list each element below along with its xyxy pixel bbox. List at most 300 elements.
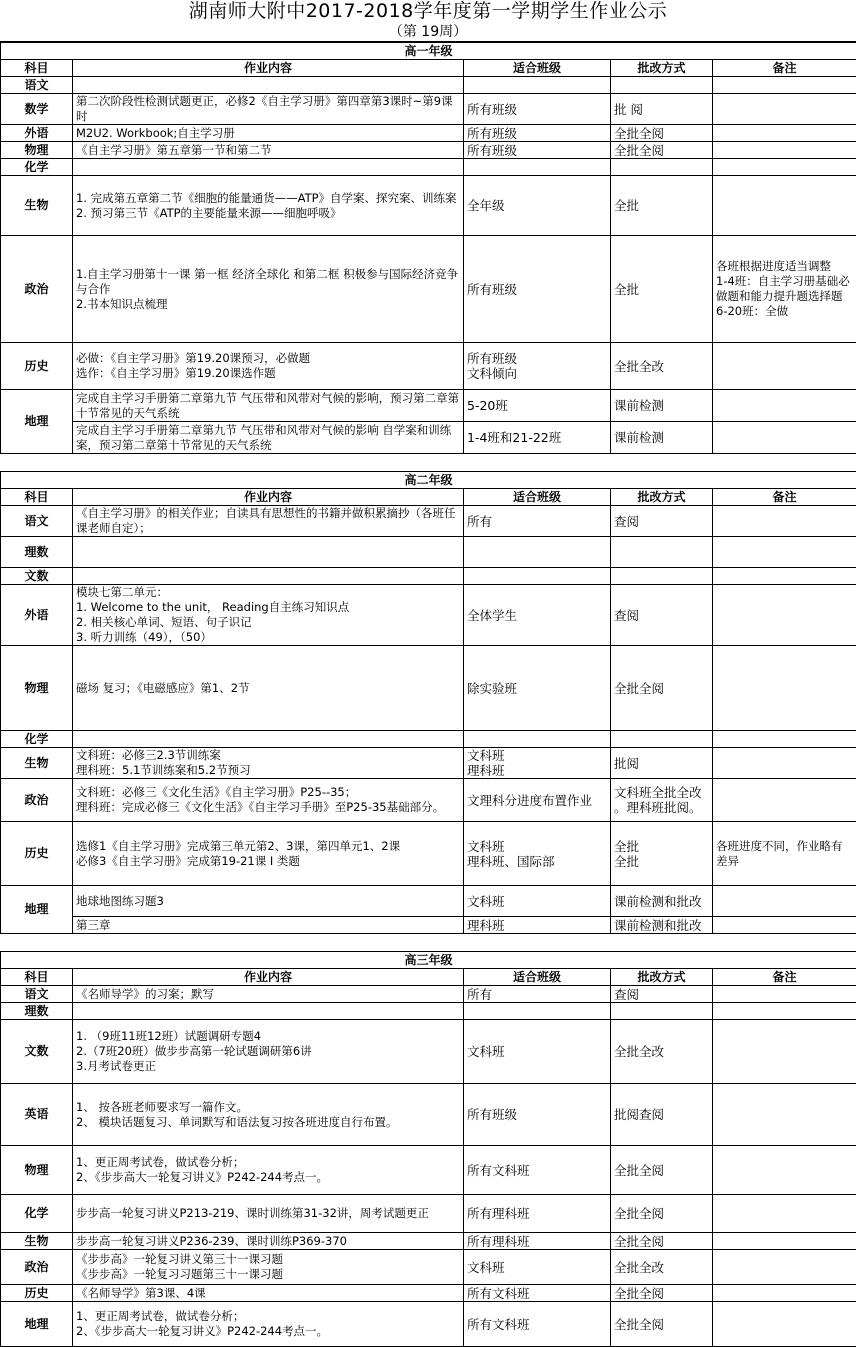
note-cell xyxy=(713,731,856,748)
table-row xyxy=(1,568,856,585)
table-row xyxy=(1,1003,856,1020)
column-header-row xyxy=(1,969,856,986)
note-cell xyxy=(713,94,856,125)
check-cell-line: 课前检测和批改 xyxy=(614,918,709,933)
table-row xyxy=(1,159,856,176)
note-cell xyxy=(713,422,856,454)
check-cell xyxy=(611,568,713,585)
class-cell xyxy=(464,1084,611,1146)
content-cell xyxy=(73,1020,464,1084)
content-cell xyxy=(73,94,464,125)
class-cell-line: 所有班级 xyxy=(467,143,607,158)
spacer-cell xyxy=(73,454,464,472)
table-row xyxy=(1,1084,856,1146)
check-cell-line: 全批全阅 xyxy=(614,1206,709,1221)
class-cell-line: 理科班、国际部 xyxy=(467,854,607,869)
class-cell-line: 文科班 xyxy=(467,839,607,854)
content-cell xyxy=(73,142,464,159)
note-cell xyxy=(713,568,856,585)
check-cell xyxy=(611,506,713,537)
content-cell xyxy=(73,1250,464,1285)
spacer-cell xyxy=(464,934,611,952)
check-cell xyxy=(611,779,713,822)
check-cell-line: 全批全阅 xyxy=(614,1163,709,1178)
content-cell xyxy=(73,343,464,390)
check-cell xyxy=(611,125,713,142)
note-cell xyxy=(713,159,856,176)
check-cell xyxy=(611,1020,713,1084)
table-row xyxy=(1,390,856,422)
content-cell-line: 理科班：5.1节训练案和5.2节预习 xyxy=(76,763,460,778)
check-cell-line: 全批 xyxy=(614,854,709,869)
table-row xyxy=(1,77,856,94)
column-header-check: 批改方式 xyxy=(611,489,713,506)
class-cell-line: 所有 xyxy=(467,514,607,529)
spacer-cell xyxy=(1,454,73,472)
subject-cell: 数学 xyxy=(1,94,73,125)
subject-cell: 生物 xyxy=(1,1233,73,1250)
check-cell xyxy=(611,159,713,176)
column-header-class: 适合班级 xyxy=(464,969,611,986)
class-cell-line: 除实验班 xyxy=(467,681,607,696)
column-header-check: 批改方式 xyxy=(611,60,713,77)
content-cell-line: 步步高一轮复习讲义P236-239、课时训练P369-370 xyxy=(76,1234,460,1249)
check-cell xyxy=(611,422,713,454)
class-cell xyxy=(464,568,611,585)
table-row xyxy=(1,986,856,1003)
check-cell-line: 批阅 xyxy=(614,756,709,771)
class-cell xyxy=(464,1302,611,1347)
subject-cell: 英语 xyxy=(1,1084,73,1146)
content-cell-line: 2. 相关核心单词、短语、句子识记 xyxy=(76,615,460,630)
note-cell xyxy=(713,236,856,343)
note-cell xyxy=(713,506,856,537)
note-cell xyxy=(713,390,856,422)
note-cell xyxy=(713,1146,856,1195)
content-cell-line: 地球地图练习题3 xyxy=(76,894,460,909)
class-cell-line: 所有文科班 xyxy=(467,1163,607,1178)
note-cell-line: 各班根据进度适当调整 xyxy=(716,259,853,274)
note-cell xyxy=(713,917,856,934)
column-header-row xyxy=(1,489,856,506)
class-cell-line: 所有班级 xyxy=(467,282,607,297)
subject-cell: 化学 xyxy=(1,1195,73,1233)
content-cell xyxy=(73,1233,464,1250)
class-cell xyxy=(464,422,611,454)
class-cell-line: 所有文科班 xyxy=(467,1286,607,1301)
class-cell-line: 所有理科班 xyxy=(467,1206,607,1221)
class-cell-line: 文科倾向 xyxy=(467,366,607,381)
table-row xyxy=(1,1302,856,1347)
content-cell-line: 《名师导学》的习案；默写 xyxy=(76,987,460,1002)
check-cell-line: 全批全阅 xyxy=(614,143,709,158)
content-cell xyxy=(73,506,464,537)
class-cell-line: 文科班 xyxy=(467,894,607,909)
subject-cell: 生物 xyxy=(1,176,73,236)
table-row xyxy=(1,1146,856,1195)
class-cell-line: 所有 xyxy=(467,987,607,1002)
grade-title: 高三年级 xyxy=(1,952,856,969)
note-cell xyxy=(713,646,856,731)
content-cell xyxy=(73,390,464,422)
content-cell xyxy=(73,537,464,568)
grade-row xyxy=(1,472,856,489)
content-cell-line: 《步步高》一轮复习习题第三十一课习题 xyxy=(76,1267,460,1282)
table-row xyxy=(1,779,856,822)
table-row xyxy=(1,917,856,934)
class-cell xyxy=(464,176,611,236)
column-header-content: 作业内容 xyxy=(73,969,464,986)
content-cell-line: 第二次阶段性检测试题更正，必修2《自主学习册》第四章第3课时~第9课时 xyxy=(76,94,460,124)
check-cell-line: 课前检测 xyxy=(614,398,709,413)
table-row xyxy=(1,142,856,159)
class-cell xyxy=(464,1020,611,1084)
spacer-cell xyxy=(713,934,856,952)
content-cell xyxy=(73,822,464,886)
check-cell-line: 批 阅 xyxy=(614,102,709,117)
table-row xyxy=(1,1285,856,1302)
check-cell xyxy=(611,236,713,343)
note-cell xyxy=(713,1084,856,1146)
check-cell xyxy=(611,343,713,390)
content-cell xyxy=(73,748,464,779)
subject-cell: 地理 xyxy=(1,886,73,934)
content-cell-line: 《自主学习册》的相关作业；自读具有思想性的书籍并做积累摘抄（各班任课老师自定）； xyxy=(76,506,460,536)
class-cell xyxy=(464,390,611,422)
check-cell xyxy=(611,1146,713,1195)
subject-cell: 外语 xyxy=(1,125,73,142)
subject-cell: 理数 xyxy=(1,1003,73,1020)
content-cell-line: 3. 听力训练（49），（50） xyxy=(76,630,460,645)
subject-cell: 理数 xyxy=(1,537,73,568)
spacer-cell xyxy=(611,454,713,472)
content-cell xyxy=(73,159,464,176)
content-cell xyxy=(73,731,464,748)
class-cell-line: 所有班级 xyxy=(467,126,607,141)
table-row xyxy=(1,646,856,731)
spacer-cell xyxy=(464,454,611,472)
check-cell-line: 查阅 xyxy=(614,987,709,1002)
note-cell xyxy=(713,779,856,822)
check-cell-line: 全批 xyxy=(614,198,709,213)
note-cell-line: 1-4班：自主学习册基础必做题和能力提升题选择题 xyxy=(716,274,853,304)
check-cell-line: 全批全改 xyxy=(614,359,709,374)
check-cell-line: 查阅 xyxy=(614,514,709,529)
content-cell xyxy=(73,779,464,822)
class-cell xyxy=(464,1195,611,1233)
check-cell xyxy=(611,1302,713,1347)
content-cell-line: 模块七第二单元： xyxy=(76,585,460,600)
class-cell-line: 理科班 xyxy=(467,918,607,933)
table-row xyxy=(1,731,856,748)
grade-row xyxy=(1,952,856,969)
grade-title: 高二年级 xyxy=(1,472,856,489)
class-cell-line: 所有理科班 xyxy=(467,1234,607,1249)
check-cell-line: 批阅查阅 xyxy=(614,1107,709,1122)
check-cell xyxy=(611,1084,713,1146)
content-cell xyxy=(73,1084,464,1146)
content-cell-line: 2.（7班20班）做步步高第一轮试题调研第6讲 xyxy=(76,1044,460,1059)
class-cell xyxy=(464,236,611,343)
content-cell xyxy=(73,646,464,731)
content-cell xyxy=(73,125,464,142)
column-header-note: 备注 xyxy=(713,489,856,506)
spacer-cell xyxy=(611,934,713,952)
class-cell xyxy=(464,748,611,779)
check-cell xyxy=(611,390,713,422)
page-title: 湖南师大附中2017-2018学年度第一学期学生作业公示 xyxy=(0,0,856,23)
check-cell xyxy=(611,1003,713,1020)
check-cell-line: 全批全改 xyxy=(614,1260,709,1275)
check-cell xyxy=(611,537,713,568)
note-cell xyxy=(713,822,856,886)
content-cell-line: 磁场 复习；《电磁感应》第1、2节 xyxy=(76,681,460,696)
table-row xyxy=(1,1233,856,1250)
check-cell xyxy=(611,886,713,917)
class-cell xyxy=(464,142,611,159)
class-cell xyxy=(464,1285,611,1302)
content-cell-line: 必做：《自主学习册》第19.20课预习，必做题 xyxy=(76,351,460,366)
note-cell xyxy=(713,1285,856,1302)
subject-cell: 历史 xyxy=(1,343,73,390)
note-cell xyxy=(713,77,856,94)
class-cell-line: 文科班 xyxy=(467,1260,607,1275)
check-cell xyxy=(611,1233,713,1250)
check-cell-line: 课前检测 xyxy=(614,430,709,445)
check-cell-line: 全批 xyxy=(614,282,709,297)
content-cell-line: 1. Welcome to the unit， Reading自主练习知识点 xyxy=(76,600,460,615)
check-cell xyxy=(611,77,713,94)
column-header-subject: 科目 xyxy=(1,60,73,77)
subject-cell: 语文 xyxy=(1,77,73,94)
content-cell-line: M2U2. Workbook;自主学习册 xyxy=(76,126,460,141)
subject-cell: 政治 xyxy=(1,1250,73,1285)
class-cell-line: 全年级 xyxy=(467,198,607,213)
table-row xyxy=(1,236,856,343)
check-cell xyxy=(611,917,713,934)
note-cell xyxy=(713,537,856,568)
check-cell-line: 全批全阅 xyxy=(614,1286,709,1301)
class-cell xyxy=(464,585,611,646)
class-cell xyxy=(464,822,611,886)
class-cell xyxy=(464,77,611,94)
check-cell-line: 文科班全批全改 xyxy=(614,785,709,800)
subject-cell: 物理 xyxy=(1,646,73,731)
check-cell-line: 查阅 xyxy=(614,608,709,623)
note-cell xyxy=(713,1250,856,1285)
subject-cell: 政治 xyxy=(1,236,73,343)
content-cell xyxy=(73,986,464,1003)
check-cell xyxy=(611,94,713,125)
content-cell xyxy=(73,568,464,585)
spacer-row xyxy=(1,934,856,952)
content-cell-line: 1、更正周考试卷，做试卷分析； xyxy=(76,1309,460,1324)
class-cell xyxy=(464,1003,611,1020)
class-cell-line: 全体学生 xyxy=(467,608,607,623)
table-row xyxy=(1,1250,856,1285)
class-cell xyxy=(464,343,611,390)
check-cell-line: 课前检测和批改 xyxy=(614,894,709,909)
check-cell xyxy=(611,585,713,646)
subject-cell: 文数 xyxy=(1,1020,73,1084)
content-cell xyxy=(73,886,464,917)
subject-cell: 物理 xyxy=(1,1146,73,1195)
content-cell-line: 3.月考试卷更正 xyxy=(76,1059,460,1074)
content-cell-line: 必修3《自主学习册》完成第19-21课 I 类题 xyxy=(76,854,460,869)
column-header-row xyxy=(1,60,856,77)
content-cell-line: 1.自主学习册第十一课 第一框 经济全球化 和第二框 积极参与国际经济竞争与合作 xyxy=(76,267,460,297)
note-cell-line: 各班进度不同，作业略有差异 xyxy=(716,839,853,869)
note-cell xyxy=(713,1233,856,1250)
note-cell xyxy=(713,176,856,236)
check-cell-line: 全批全改 xyxy=(614,1044,709,1059)
note-cell xyxy=(713,1195,856,1233)
content-cell-line: 2、《步步高大一轮复习讲义》P242-244考点一。 xyxy=(76,1170,460,1185)
class-cell xyxy=(464,1250,611,1285)
check-cell xyxy=(611,176,713,236)
subject-cell: 化学 xyxy=(1,731,73,748)
table-row xyxy=(1,1195,856,1233)
content-cell xyxy=(73,1003,464,1020)
subject-cell: 历史 xyxy=(1,822,73,886)
column-header-subject: 科目 xyxy=(1,489,73,506)
note-cell-line: 6-20班：全做 xyxy=(716,304,853,319)
check-cell xyxy=(611,646,713,731)
check-cell-line: 全批全阅 xyxy=(614,126,709,141)
class-cell-line: 文理科分进度布置作业 xyxy=(467,793,607,808)
check-cell-line: 全批全阅 xyxy=(614,1317,709,1332)
content-cell xyxy=(73,77,464,94)
content-cell-line: 《自主学习册》第五章第一节和第二节 xyxy=(76,143,460,158)
subject-cell: 生物 xyxy=(1,748,73,779)
class-cell-line: 所有班级 xyxy=(467,1107,607,1122)
content-cell-line: 《步步高》一轮复习讲义第三十一课习题 xyxy=(76,1252,460,1267)
class-cell-line: 理科班 xyxy=(467,763,607,778)
note-cell xyxy=(713,1020,856,1084)
class-cell xyxy=(464,159,611,176)
class-cell-line: 所有文科班 xyxy=(467,1317,607,1332)
content-cell-line: 文科班：必修三《文化生活》《自主学习册》P25--35； xyxy=(76,785,460,800)
content-cell-line: 理科班：完成必修三《文化生活》《自主学习手册》至P25-35基础部分。 xyxy=(76,800,460,815)
class-cell xyxy=(464,779,611,822)
spacer-cell xyxy=(1,934,73,952)
content-cell xyxy=(73,1285,464,1302)
note-cell xyxy=(713,1003,856,1020)
content-cell-line: 完成自主学习手册第二章第九节 气压带和风带对气候的影响 自学案和训练案，预习第二章第十节常见的天气系统 xyxy=(76,423,460,453)
check-cell-line: 全批全阅 xyxy=(614,681,709,696)
subject-cell: 物理 xyxy=(1,142,73,159)
table-row xyxy=(1,1020,856,1084)
content-cell xyxy=(73,917,464,934)
grade-row xyxy=(1,43,856,60)
content-cell-line: 1、 按各班老师要求写一篇作文。 xyxy=(76,1100,460,1115)
check-cell xyxy=(611,731,713,748)
class-cell-line: 文科班 xyxy=(467,1044,607,1059)
content-cell xyxy=(73,1195,464,1233)
subject-cell: 地理 xyxy=(1,1302,73,1347)
column-header-class: 适合班级 xyxy=(464,489,611,506)
class-cell xyxy=(464,506,611,537)
subject-cell: 政治 xyxy=(1,779,73,822)
class-cell-line: 所有班级 xyxy=(467,102,607,117)
subject-cell: 化学 xyxy=(1,159,73,176)
content-cell xyxy=(73,176,464,236)
table-row xyxy=(1,886,856,917)
table-row xyxy=(1,343,856,390)
spacer-row xyxy=(1,454,856,472)
content-cell-line: 2、《步步高大一轮复习讲义》P242-244考点一。 xyxy=(76,1324,460,1339)
content-cell-line: 2.书本知识点梳理 xyxy=(76,297,460,312)
class-cell xyxy=(464,1233,611,1250)
column-header-note: 备注 xyxy=(713,969,856,986)
subject-cell: 语文 xyxy=(1,506,73,537)
check-cell xyxy=(611,1250,713,1285)
class-cell xyxy=(464,646,611,731)
content-cell-line: 2、 模块话题复习、单词默写和语法复习按各班进度自行布置。 xyxy=(76,1115,460,1130)
column-header-check: 批改方式 xyxy=(611,969,713,986)
table-row xyxy=(1,585,856,646)
subject-cell: 外语 xyxy=(1,585,73,646)
content-cell-line: 文科班：必修三2.3节训练案 xyxy=(76,748,460,763)
check-cell-line: 全批全阅 xyxy=(614,1234,709,1249)
class-cell xyxy=(464,537,611,568)
note-cell xyxy=(713,585,856,646)
subject-cell: 地理 xyxy=(1,390,73,454)
spacer-cell xyxy=(73,934,464,952)
note-cell xyxy=(713,748,856,779)
note-cell xyxy=(713,343,856,390)
table-row xyxy=(1,422,856,454)
table-row xyxy=(1,94,856,125)
class-cell xyxy=(464,886,611,917)
grade-title: 高一年级 xyxy=(1,43,856,60)
table-row xyxy=(1,506,856,537)
check-cell xyxy=(611,822,713,886)
column-header-content: 作业内容 xyxy=(73,60,464,77)
column-header-content: 作业内容 xyxy=(73,489,464,506)
content-cell-line: 1. 完成第五章第二节《细胞的能量通货——ATP》自学案、探究案、训练案 xyxy=(76,191,460,206)
class-cell xyxy=(464,94,611,125)
column-header-note: 备注 xyxy=(713,60,856,77)
content-cell xyxy=(73,422,464,454)
class-cell-line: 所有班级 xyxy=(467,351,607,366)
check-cell xyxy=(611,1195,713,1233)
check-cell-line: 全批 xyxy=(614,839,709,854)
content-cell-line: 选作：《自主学习册》第19.20课选作题 xyxy=(76,366,460,381)
content-cell xyxy=(73,236,464,343)
class-cell xyxy=(464,986,611,1003)
subject-cell: 历史 xyxy=(1,1285,73,1302)
table-row xyxy=(1,822,856,886)
content-cell xyxy=(73,585,464,646)
homework-table xyxy=(0,42,856,1347)
check-cell xyxy=(611,1285,713,1302)
subject-cell: 语文 xyxy=(1,986,73,1003)
table-row xyxy=(1,176,856,236)
subject-cell: 文数 xyxy=(1,568,73,585)
note-cell xyxy=(713,1302,856,1347)
content-cell-line: 2. 预习第三节《ATP的主要能量来源——细胞呼吸》 xyxy=(76,206,460,221)
check-cell-line: 。理科班批阅。 xyxy=(614,800,709,815)
table-row xyxy=(1,125,856,142)
class-cell xyxy=(464,731,611,748)
content-cell-line: 1. （9班11班12班）试题调研专题4 xyxy=(76,1029,460,1044)
content-cell-line: 完成自主学习手册第二章第九节 气压带和风带对气候的影响，预习第二章第十节常见的天气系统 xyxy=(76,391,460,421)
content-cell-line: 选修1《自主学习册》完成第三单元第2、3课，第四单元1、2课 xyxy=(76,839,460,854)
check-cell xyxy=(611,142,713,159)
note-cell xyxy=(713,986,856,1003)
content-cell-line: 《名师导学》第3课、4课 xyxy=(76,1286,460,1301)
